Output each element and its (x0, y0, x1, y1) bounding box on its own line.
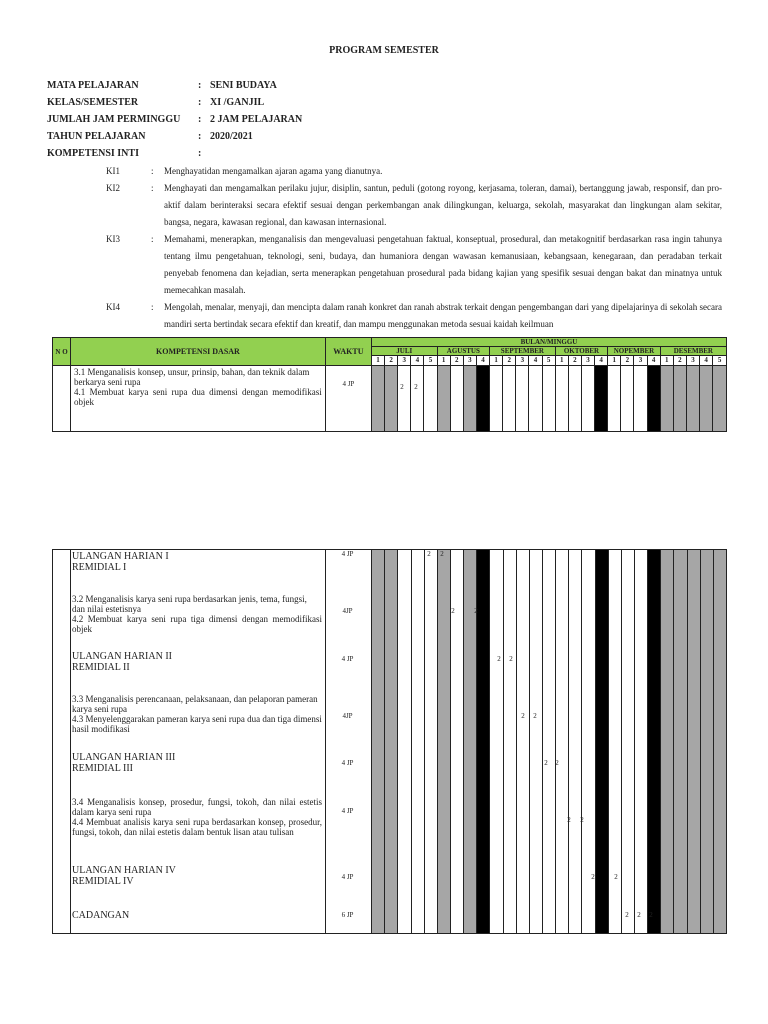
week-cell (424, 366, 437, 432)
kd-line: ULANGAN HARIAN III (72, 752, 176, 763)
schedule-mark: 2 (474, 607, 478, 615)
week-cell (490, 366, 503, 432)
schedule-mark: 2 (521, 712, 525, 720)
month-header: NOPEMBER (608, 347, 661, 356)
week-number: 2 (673, 356, 686, 366)
week-cell (529, 550, 542, 934)
waktu-label: 4 JP (341, 655, 354, 663)
kd-block-uh4 (72, 865, 322, 887)
week-number: 4 (595, 356, 608, 366)
schedule-mark: 2 (591, 873, 595, 881)
schedule-mark: 2 (567, 816, 571, 824)
kd-block-cadangan (72, 910, 322, 921)
schedule-mark: 2 (637, 911, 641, 919)
info-value: XI /GANJIL (210, 97, 265, 108)
week-number: 2 (385, 356, 398, 366)
kd-line: 3.1 Menganalisis konsep, unsur, prinsip, bahan, dan teknik dalam berkarya seni rupa (74, 367, 310, 387)
week-cell (450, 366, 463, 432)
ki-code: KI4 (106, 302, 120, 312)
week-number: 1 (490, 356, 503, 366)
kd-line: 4.1 Membuat karya seni rupa dua dimensi dengan memodifikasi objek (74, 387, 322, 407)
info-label: JUMLAH JAM PERMINGGU (47, 114, 181, 125)
ki-4 (106, 299, 722, 333)
week-cell (516, 366, 529, 432)
kd-cell (71, 366, 326, 432)
week-number: 5 (424, 356, 437, 366)
week-cell (595, 366, 608, 432)
week-number: 4 (411, 356, 424, 366)
kd-line: CADANGAN (72, 910, 130, 921)
schedule-mark: 2 (451, 607, 455, 615)
ki-code: KI3 (106, 234, 120, 244)
month-header: AGUSTUS (437, 347, 490, 356)
month-header: JULI (371, 347, 437, 356)
week-number: 5 (542, 356, 555, 366)
kd-block-3-4 (72, 797, 322, 837)
week-cell (713, 550, 726, 934)
kd-line: 4.4 Membuat analisis karya seni rupa berdasarkan konsep, prosedur, fungsi, tokoh, dan nilai estetis dalam bentuk lisan atau tulisan (72, 817, 322, 837)
waktu-label: 4JP (342, 712, 353, 720)
week-cell (608, 366, 621, 432)
week-cell (424, 550, 437, 934)
info-colon: : (198, 97, 202, 108)
week-number: 1 (371, 356, 384, 366)
week-cell (634, 366, 647, 432)
week-cell (674, 550, 687, 934)
ki-code: KI1 (106, 166, 120, 176)
kd-line: REMIDIAL I (72, 562, 127, 573)
week-cell (634, 550, 647, 934)
week-cell (621, 366, 634, 432)
week-cell (398, 550, 411, 934)
waktu-label: 4 JP (341, 550, 354, 558)
ki-colon: : (151, 183, 154, 193)
kd-line: 4.3 Menyelenggarakan pameran karya seni rupa dua dan tiga dimensi hasil modifikasi (72, 714, 322, 734)
week-cell (372, 550, 385, 934)
ki-2 (106, 180, 722, 231)
week-cell (529, 366, 542, 432)
info-label: KELAS/SEMESTER (47, 97, 139, 108)
info-value: 2 JAM PELAJARAN (210, 114, 303, 125)
schedule-mark: 2 (400, 383, 404, 391)
waktu-label: 4 JP (341, 807, 354, 815)
week-number: 1 (555, 356, 568, 366)
info-colon: : (198, 80, 202, 91)
week-number: 4 (476, 356, 489, 366)
kd-line: REMIDIAL II (72, 662, 130, 673)
week-cell (569, 550, 582, 934)
week-cell (503, 366, 516, 432)
schedule-mark: 2 (533, 712, 537, 720)
ki-text: Menghayati dan mengamalkan perilaku jujur, disiplin, santun, peduli (gotong royong, kerjasama, toleran, damai), bertanggung jawab, responsif, dan pro-aktif dalam berinteraksi secara efektif sesuai dengan perkembangan anak dilingkungan, keluarga, sekolah, masyarakat dan lingkungan alam sekitar, bangsa, negara, kawasan regional, dan kawasan internasional. (164, 183, 722, 227)
ki-colon: : (151, 166, 154, 176)
info-value: 2020/2021 (210, 131, 253, 142)
week-number: 1 (437, 356, 450, 366)
month-header: SEPTEMBER (490, 347, 556, 356)
week-cell (398, 366, 411, 432)
schedule-mark: 2 (497, 655, 501, 663)
kd-line: 4.2 Membuat karya seni rupa tiga dimensi dengan memodifikasi objek (72, 614, 322, 634)
kd-line: 3.4 Menganalisis konsep, prosedur, fungsi, tokoh, dan nilai estetis dalam karya seni rupa (72, 797, 322, 817)
info-colon: : (198, 131, 202, 142)
schedule-mark: 2 (649, 911, 653, 919)
week-cell (700, 366, 713, 432)
waktu-cell: 4 JP (325, 366, 371, 432)
schedule-mark: 2 (440, 550, 444, 558)
week-number: 3 (581, 356, 594, 366)
week-cell (661, 550, 674, 934)
week-cell (581, 366, 594, 432)
week-number: 3 (634, 356, 647, 366)
week-cell (542, 550, 555, 934)
info-value: SENI BUDAYA (210, 80, 277, 91)
kd-line: 3.2 Menganalisis karya seni rupa berdasarkan jenis, tema, fungsi, dan nilai estetisnya (72, 594, 307, 614)
week-number: 4 (647, 356, 660, 366)
week-number: 4 (700, 356, 713, 366)
schedule-mark: 2 (625, 911, 629, 919)
week-number: 1 (660, 356, 673, 366)
week-cell (687, 550, 700, 934)
week-number: 2 (568, 356, 581, 366)
schedule-mark: 2 (427, 550, 431, 558)
month-header: OKTOBER (555, 347, 608, 356)
week-cell (647, 366, 660, 432)
schedule-mark: 2 (614, 873, 618, 881)
row-number (53, 550, 71, 934)
col-header-waktu: WAKTU (325, 338, 371, 366)
week-cell (516, 550, 529, 934)
ki-text: Mengolah, menalar, menyaji, dan mencipta dalam ranah konkret dan ranah abstrak terkait dengan pengembangan dari yang dipelajarinya di sekolah secara mandiri serta bertindak secara efektif dan kreatif, dan mampu menggunakan metoda sesuai kaidah keilmuan (164, 302, 722, 329)
schedule-mark: 2 (544, 759, 548, 767)
week-cell (411, 366, 424, 432)
week-cell (686, 366, 699, 432)
ki-text: Memahami, menerapkan, menganalisis dan mengevaluasi pengetahuan faktual, konseptual, prosedural, dan metakognitif berdasarkan rasa ingin tahunya tentang ilmu pengetahuan, teknologi, seni, budaya, dan humaniora dengan wawasan kemanusiaan, kebangsaan, kenegaraan, dan peradaban terkait penyebab fenomena dan kejadian, serta menerapkan pengetahuan prosedural pada bidang kajian yang spesifik sesuai dengan bakat dan minatnya untuk memecahkan masalah. (164, 234, 722, 295)
schedule-table-top (52, 337, 727, 432)
week-cell (463, 366, 476, 432)
week-cell (713, 366, 727, 432)
week-number: 5 (713, 356, 727, 366)
schedule-mark: 2 (580, 816, 584, 824)
week-cell (568, 366, 581, 432)
week-cell (371, 366, 384, 432)
kd-block-uh2 (72, 651, 322, 673)
kd-block-uh3 (72, 752, 322, 774)
info-colon: : (198, 114, 202, 125)
week-cell (648, 550, 661, 934)
col-header-bulan: BULAN/MINGGU (371, 338, 726, 347)
kd-line: REMIDIAL III (72, 763, 134, 774)
week-cell (385, 366, 398, 432)
week-cell (476, 366, 489, 432)
week-cell (385, 550, 398, 934)
kd-line: REMIDIAL IV (72, 876, 134, 887)
info-label: MATA PELAJARAN (47, 80, 139, 91)
waktu-label: 4 JP (341, 873, 354, 881)
schedule-mark: 2 (555, 759, 559, 767)
week-cell (437, 366, 450, 432)
week-number: 1 (608, 356, 621, 366)
week-cell (621, 550, 634, 934)
schedule-mark: 2 (509, 655, 513, 663)
week-number: 3 (516, 356, 529, 366)
week-number: 2 (503, 356, 516, 366)
waktu-label: 6 JP (341, 911, 354, 919)
ki-code: KI2 (106, 183, 120, 193)
week-number: 3 (686, 356, 699, 366)
week-cell (542, 366, 555, 432)
week-number: 4 (529, 356, 542, 366)
month-header: DESEMBER (660, 347, 726, 356)
kd-block-3-2 (72, 594, 322, 634)
week-cell (503, 550, 516, 934)
ki-3 (106, 231, 722, 299)
col-header-no: N O (53, 338, 71, 366)
week-cell (673, 366, 686, 432)
ki-colon: : (151, 234, 154, 244)
kd-block-uh1 (72, 551, 322, 573)
week-number: 3 (398, 356, 411, 366)
ki-1 (106, 163, 722, 180)
kd-line: 3.3 Menganalisis perencanaan, pelaksanaan, dan pelaporan pameran karya seni rupa (72, 694, 318, 714)
kd-line: ULANGAN HARIAN IV (72, 865, 176, 876)
week-number: 3 (463, 356, 476, 366)
week-cell (700, 550, 713, 934)
week-cell (660, 366, 673, 432)
col-header-kd: KOMPETENSI DASAR (71, 338, 326, 366)
kd-line: ULANGAN HARIAN II (72, 651, 172, 662)
week-cell (411, 550, 424, 934)
week-cell (490, 550, 503, 934)
info-label: TAHUN PELAJARAN (47, 131, 146, 142)
page-title: PROGRAM SEMESTER (329, 45, 439, 56)
week-number: 2 (450, 356, 463, 366)
ki-text: Menghayatidan mengamalkan ajaran agama yang dianutnya. (164, 166, 383, 176)
week-cell (555, 366, 568, 432)
schedule-mark: 2 (414, 383, 418, 391)
row-number (53, 366, 71, 432)
waktu-label: 4 JP (341, 759, 354, 767)
week-number: 2 (621, 356, 634, 366)
waktu-label: 4JP (342, 607, 353, 615)
ki-colon: : (151, 302, 154, 312)
week-cell (556, 550, 569, 934)
kd-block-3-3 (72, 694, 322, 734)
kd-line: ULANGAN HARIAN I (72, 551, 169, 562)
info-colon: : (198, 148, 202, 159)
info-label: KOMPETENSI INTI (47, 148, 139, 159)
